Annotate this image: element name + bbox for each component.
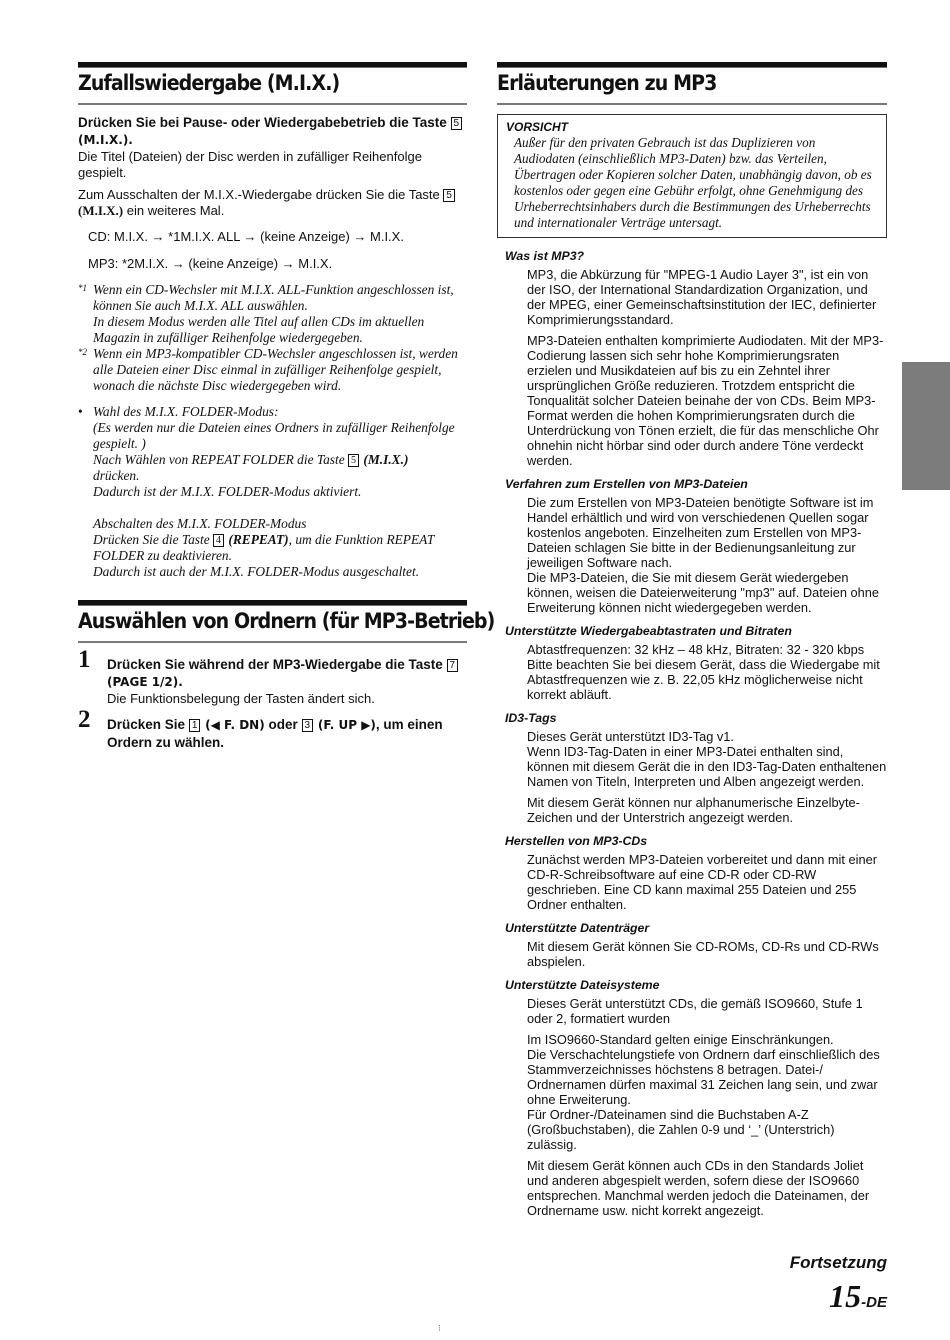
- continued-label: Fortsetzung: [789, 1253, 887, 1272]
- subsection-heading: Unterstützte Dateisysteme: [505, 978, 660, 992]
- page-number: [829, 1278, 887, 1321]
- right-column: [497, 62, 887, 1218]
- warning-title: VORSICHT: [506, 120, 569, 134]
- mix-folder-line-6-label: (REPEAT): [228, 532, 289, 547]
- mix-folder-line-4: Dadurch ist der M.I.X. FOLDER-Modus aktiviert.: [93, 484, 362, 499]
- subsection-heading: Unterstützte Datenträger: [505, 921, 650, 935]
- key-5-icon: 5: [348, 454, 359, 467]
- subsection-heading: Was ist MP3?: [505, 249, 585, 263]
- warning-text: Außer für den privaten Gebrauch ist das Duplizieren von Audiodaten (einschließlich MP3-Daten) bzw. das Verteilen, Übertragen oder Kopieren solcher Daten, unabhängig davon, ob es kostenlos oder gegen eine Gebühr erfolgt, ohne Genehmigung des Urheberrechtsinhabers durch die Bestimmungen des Urheberrechts und internationaler Verträge untersagt.: [514, 135, 872, 230]
- mix-folder-line-3-text: Nach Wählen von REPEAT FOLDER die Taste: [93, 452, 345, 467]
- mix-section-title: Zufallswiedergabe (M.I.X.): [78, 62, 467, 105]
- mp3-section-title: Erläuterungen zu MP3: [497, 62, 887, 105]
- step-1-title: [107, 656, 467, 691]
- side-tab: [902, 362, 950, 490]
- mix-sequence-mp3: MP3: *2M.I.X. → (keine Anzeige) → M.I.X.: [88, 256, 333, 271]
- subsection-heading: Unterstützte Wiedergabeabtastraten und Bitraten: [505, 624, 792, 638]
- key-3-icon: 3: [302, 719, 314, 732]
- subsection-paragraph: Die zum Erstellen von MP3-Dateien benötigte Software ist im Handel erhältlich und wird von verschiedenen Quellen sogar kostenlos angeboten. Einzelheiten zum Erstellen von MP3-Dateien schlagen Sie bitte in der Bedienungsanleitung zur jeweiligen Software nach. Die MP3-Dateien, die Sie mit diesem Gerät wiedergeben können, weisen die Dateierweiterung "mp3" auf. Dateien ohne Erweiterung können nicht wiedergegeben werden.: [527, 495, 879, 615]
- subsection-paragraph: Mit diesem Gerät können auch CDs in den Standards Joliet und anderen abgespielt werden, sofern diese der ISO9660 entsprechen. Manchmal werden jedoch die Dateinamen, der Ordnername usw. nicht korrekt angezeigt.: [527, 1158, 870, 1218]
- mix-off-instruction: [78, 187, 467, 219]
- mix-instruction-label: (M.I.X.).: [78, 133, 133, 147]
- mix-folder-line-5: Abschalten des M.I.X. FOLDER-Modus: [93, 516, 307, 531]
- subsection-paragraph: Im ISO9660-Standard gelten einige Einschränkungen. Die Verschachtelungstiefe von Ordnern darf einschließlich des Stammverzeichnisses höchstens 8 betragen. Datei-/ Ordnernamen dürfen maximal 31 Zeichen lang sein, und zwar ohne Erweiterung. Für Ordner-/Dateinamen sind die Buchstaben A-Z (Großbuchstaben), die Zahlen 0-9 und ‘_’ (Unterstrich) zulässig.: [527, 1032, 880, 1152]
- subsection-heading: Herstellen von MP3-CDs: [505, 834, 648, 848]
- step-2-suffix: , um einen Ordern zu wählen.: [107, 717, 443, 750]
- mix-instruction: [78, 114, 467, 149]
- subsection-paragraph: Dieses Gerät unterstützt ID3-Tag v1. Wenn ID3-Tag-Daten in einer MP3-Datei enthalten sind, können mit diesem Gerät die in den ID3-Tag-Daten enthaltenen Namen von Titeln, Interpreten und Alben angezeigt werden.: [527, 729, 887, 789]
- step-2-label-2: (F. UP ▶): [317, 718, 376, 732]
- key-1-icon: 1: [189, 719, 201, 732]
- footnote-2-text: Wenn ein MP3-kompatibler CD-Wechsler angeschlossen ist, werden alle Dateien einer Disc einmal in zufälliger Reihenfolge gespielt, wonach die nächste Disc wiedergegeben wird.: [93, 346, 458, 393]
- key-5-icon: 5: [451, 117, 463, 130]
- footnote-1-mark: *1: [78, 283, 87, 293]
- mix-off-text: Zum Ausschalten der M.I.X.-Wiedergabe drücken Sie die Taste: [78, 187, 440, 202]
- page-number-suffix: -DE: [861, 1294, 887, 1311]
- mix-folder-line-3-suffix: drücken.: [93, 468, 140, 483]
- subsection-paragraph: Zunächst werden MP3-Dateien vorbereitet und dann mit einer CD-R-Schreibsoftware auf eine CD-R oder CD-RW geschrieben. Eine CD kann maximal 255 Dateien und 255 Ordner enthalten.: [527, 852, 877, 912]
- footnote-1-text: Wenn ein CD-Wechsler mit M.I.X. ALL-Funktion angeschlossen ist, können Sie auch M.I.X. ALL auswählen.: [93, 282, 454, 313]
- subsection-paragraph: Abtastfrequenzen: 32 kHz – 48 kHz, Bitraten: 32 - 320 kbps Bitte beachten Sie bei diesem Gerät, dass die Wiedergabe mit Abtastfrequenzen wie z. B. 22,05 kHz möglicherweise nicht korrekt abläuft.: [527, 642, 880, 702]
- subsection-paragraph: Mit diesem Gerät können nur alphanumerische Einzelbyte-Zeichen und der Unterstrich angezeigt werden.: [527, 795, 860, 825]
- key-5-icon: 5: [443, 189, 455, 202]
- center-mark: ⁝: [438, 1323, 441, 1333]
- mix-folder-line-6: [93, 532, 467, 564]
- bullet-icon: •: [78, 404, 83, 419]
- subsection-paragraph: Dieses Gerät unterstützt CDs, die gemäß ISO9660, Stufe 1 oder 2, formatiert wurden: [527, 996, 863, 1026]
- mix-instruction-text: Drücken Sie bei Pause- oder Wiedergabebetrieb die Taste: [78, 115, 447, 130]
- mix-description: Die Titel (Dateien) der Disc werden in zufälliger Reihenfolge gespielt.: [78, 149, 422, 180]
- subsection-paragraph: MP3-Dateien enthalten komprimierte Audiodaten. Mit der MP3-Codierung lassen sich sehr hohe Komprimierungsraten erzielen und Musikdateien auf bis zu ein Zehntel ihrer ursprünglichen Größe reduzieren. Trotzdem entspricht die Tonqualität solcher Dateien beinahe der von CDs. Beim MP3-Format werden die hohen Komprimierungsraten durch die Unterdrückung von Tönen erzielt, die für das menschliche Ohr ohnehin nicht hörbar sind oder durch andere Töne verdeckt werden.: [527, 333, 884, 468]
- step-1-subtext: Die Funktionsbelegung der Tasten ändert sich.: [107, 691, 375, 706]
- mix-folder-note: [78, 404, 467, 580]
- subsection-heading: Verfahren zum Erstellen von MP3-Dateien: [505, 477, 748, 491]
- step-1-text: Drücken Sie während der MP3-Wiedergabe die Taste: [107, 657, 443, 672]
- subsection-paragraph: MP3, die Abkürzung für "MPEG-1 Audio Layer 3", ist ein von der ISO, der International Standardization Organization, und der MPEG, einer Gemeinschaftsinstitution der IEC, definierter Komprimierungsstandard.: [527, 267, 877, 327]
- footnote-1-text-2: In diesem Modus werden alle Titel auf allen CDs im aktuellen Magazin in zufälliger Reihenfolge wiedergegeben.: [93, 314, 425, 345]
- footnote-2: [78, 346, 467, 394]
- step-1-number: 1: [78, 646, 91, 673]
- footnote-2-mark: *2: [78, 347, 87, 357]
- mix-folder-line-7: Dadurch ist auch der M.I.X. FOLDER-Modus ausgeschaltet.: [93, 564, 420, 579]
- mix-folder-line-2: (Es werden nur die Dateien eines Ordners in zufälliger Reihenfolge gespielt. ): [93, 420, 455, 451]
- footnote-1: [78, 282, 467, 346]
- mix-folder-line-3: [93, 452, 467, 484]
- left-column: [78, 62, 495, 751]
- mix-folder-line-6-text: Drücken Sie die Taste: [93, 532, 210, 547]
- step-2-number: 2: [78, 706, 91, 733]
- step-2-text: Drücken Sie: [107, 717, 186, 732]
- step-2-label-1: (◀ F. DN): [205, 718, 265, 732]
- folders-section-title: Auswählen von Ordnern (für MP3-Betrieb): [78, 600, 467, 643]
- mp3-sections: [497, 248, 887, 1218]
- step-2-mid: oder: [268, 717, 298, 732]
- mix-off-label: (M.I.X.): [78, 203, 124, 218]
- key-7-icon: 7: [447, 659, 459, 672]
- page-number-value: 15: [829, 1278, 862, 1314]
- mix-off-suffix: ein weiteres Mal.: [126, 203, 225, 218]
- subsection-heading: ID3-Tags: [505, 711, 557, 725]
- step-2: [78, 706, 467, 751]
- step-1-label: (PAGE 1/2).: [107, 675, 183, 689]
- step-1: [78, 646, 467, 707]
- mix-sequence-cd: CD: M.I.X. → *1M.I.X. ALL → (keine Anzeige) → M.I.X.: [88, 229, 404, 244]
- step-2-title: [107, 716, 467, 751]
- subsection-paragraph: Mit diesem Gerät können Sie CD-ROMs, CD-Rs und CD-RWs abspielen.: [527, 939, 879, 969]
- key-4-icon: 4: [213, 534, 224, 547]
- warning-box: [497, 114, 887, 238]
- mix-folder-line-3-label: (M.I.X.): [363, 452, 409, 467]
- mix-folder-line-6-suffix: , um die Funktion REPEAT FOLDER zu deaktivieren.: [93, 532, 435, 563]
- mix-folder-line-1: Wahl des M.I.X. FOLDER-Modus:: [93, 404, 279, 419]
